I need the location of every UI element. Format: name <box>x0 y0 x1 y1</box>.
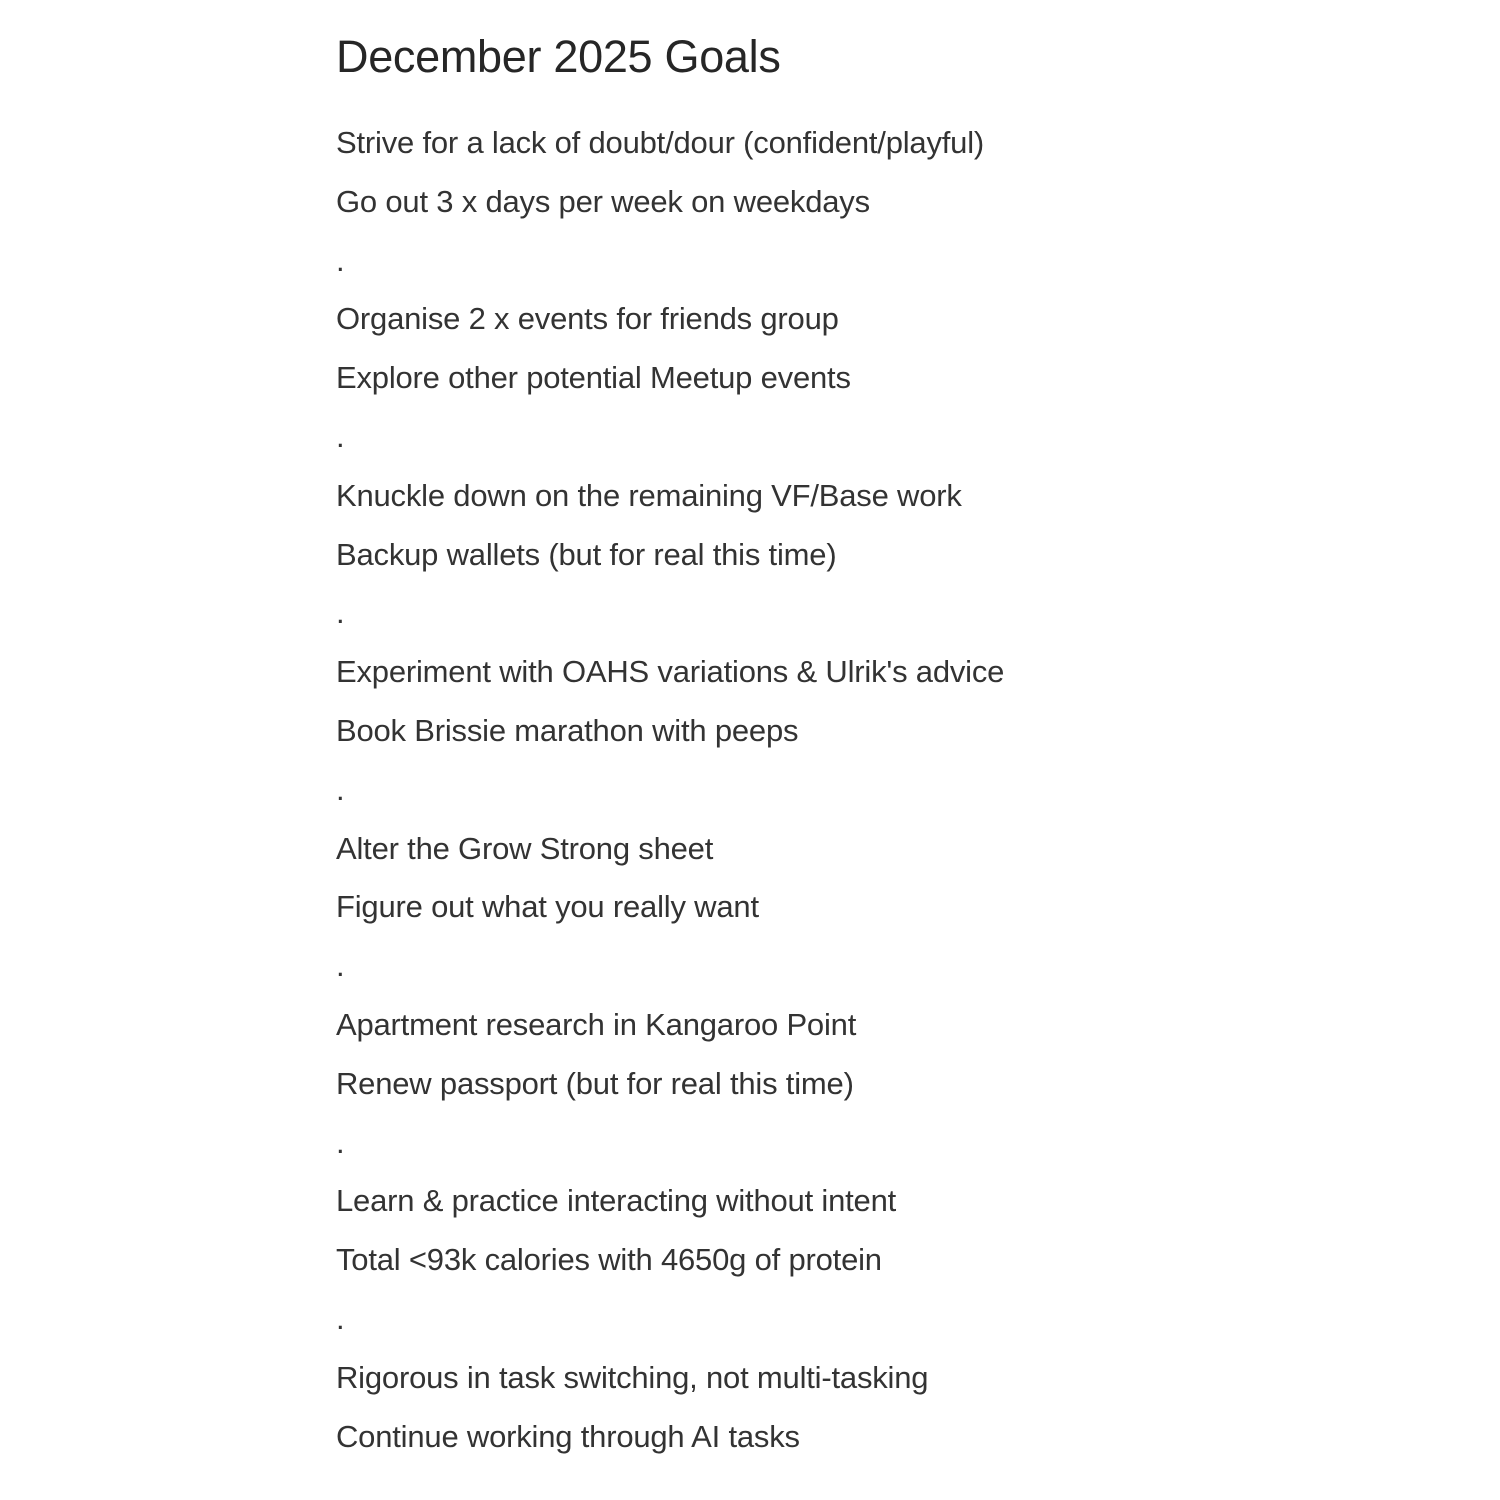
goal-line: Strive for a lack of doubt/dour (confident/playful) <box>336 125 985 160</box>
document-title: December 2025 Goals <box>336 31 781 82</box>
goal-line: Explore other potential Meetup events <box>336 360 851 396</box>
goal-line: Knuckle down on the remaining VF/Base work <box>336 477 962 513</box>
goal-line: Renew passport (but for real this time) <box>336 1065 854 1101</box>
separator-dot: . <box>336 595 345 631</box>
goal-line: Figure out what you really want <box>336 889 759 925</box>
goal-line: Backup wallets (but for real this time) <box>336 536 837 572</box>
separator-dot: . <box>336 418 345 454</box>
separator-dot: . <box>336 242 345 278</box>
separator-dot: . <box>336 1124 345 1160</box>
goals-list <box>336 114 1004 1466</box>
separator-dot: . <box>336 1300 345 1336</box>
goal-line: Organise 2 x events for friends group <box>336 301 839 337</box>
goal-line: Total <93k calories with 4650g of protein <box>336 1242 882 1278</box>
goal-line: Apartment research in Kangaroo Point <box>336 1006 857 1042</box>
goal-line: Book Brissie marathon with peeps <box>336 712 799 748</box>
goal-line: Go out 3 x days per week on weekdays <box>336 183 870 219</box>
goal-line: Continue working through AI tasks <box>336 1418 800 1454</box>
separator-dot: . <box>336 771 345 807</box>
goal-line: Rigorous in task switching, not multi-tasking <box>336 1359 929 1395</box>
separator-dot: . <box>336 948 345 984</box>
goal-line: Learn & practice interacting without intent <box>336 1183 897 1219</box>
goal-line: Experiment with OAHS variations & Ulrik's advice <box>336 654 1005 690</box>
goal-line: Alter the Grow Strong sheet <box>336 830 714 866</box>
